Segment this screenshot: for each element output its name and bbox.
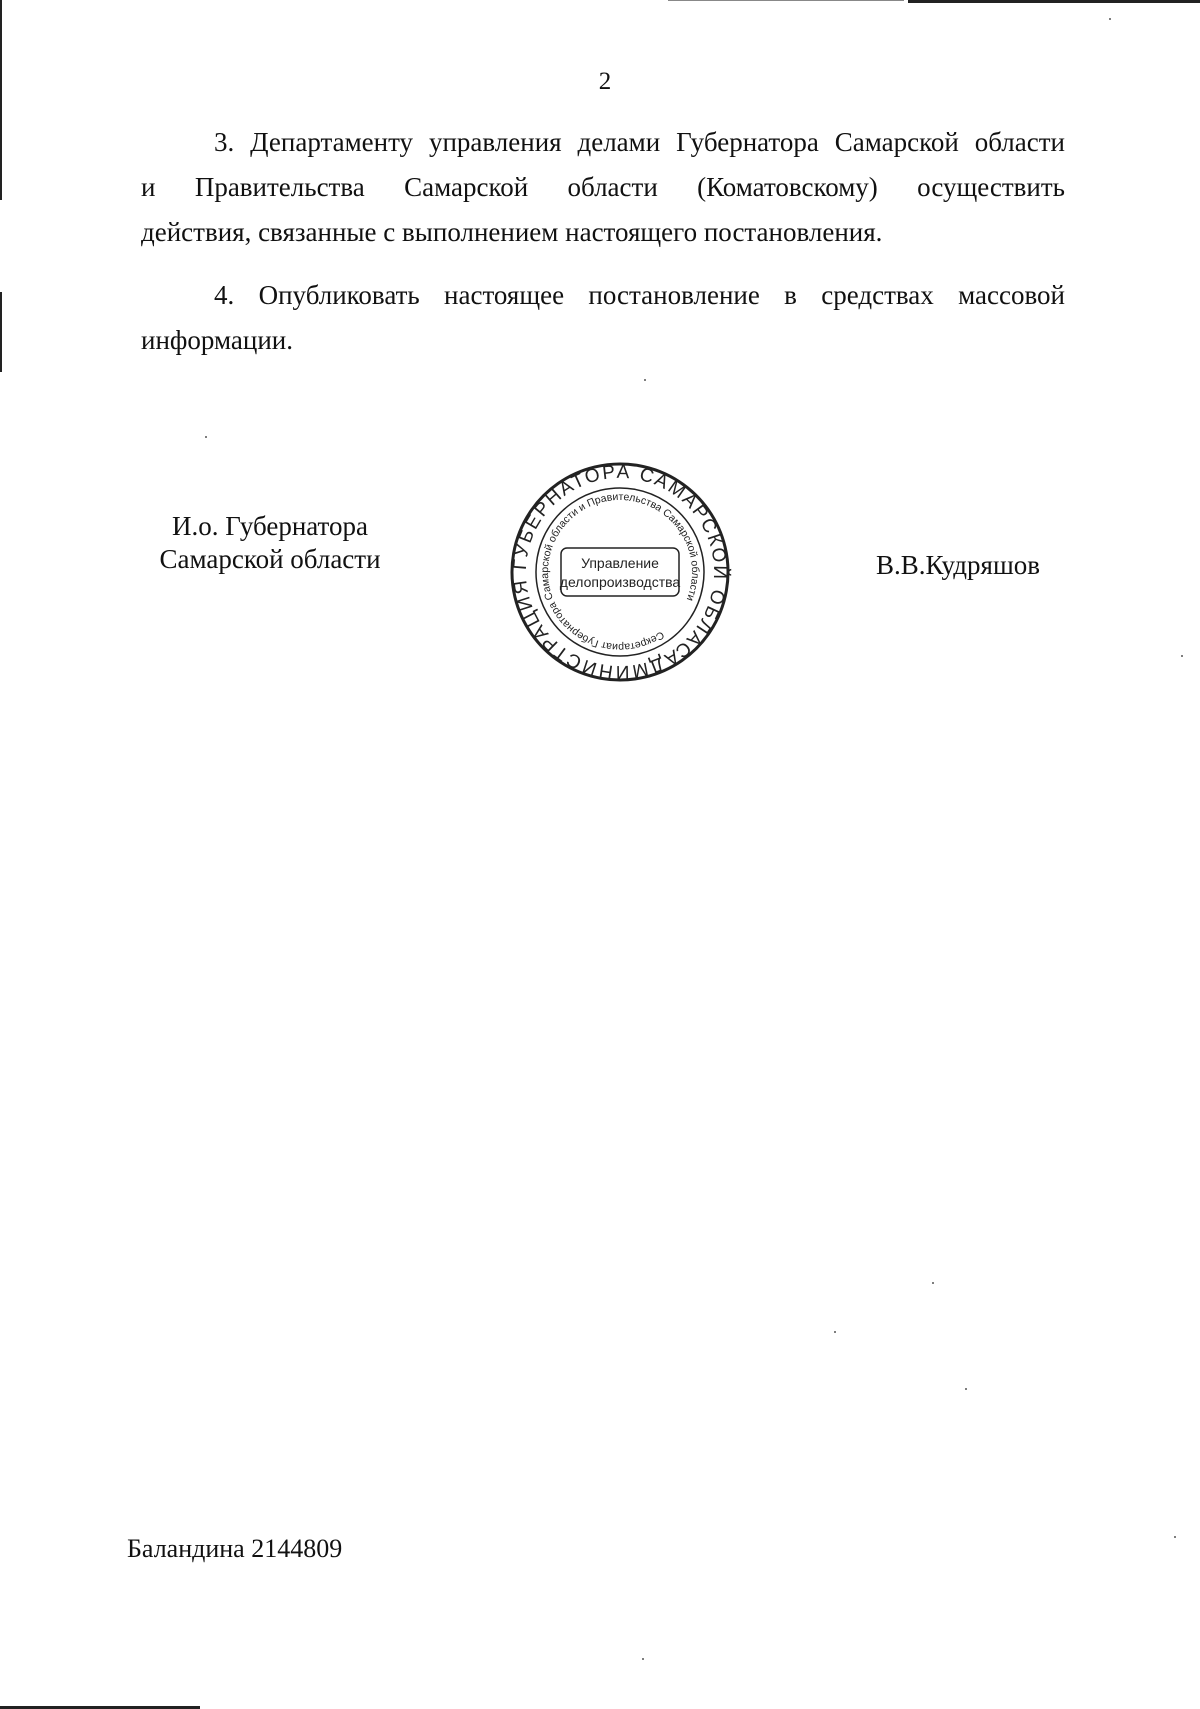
seal-center-line-2: делопроизводства xyxy=(559,574,681,590)
scan-speck xyxy=(834,1331,836,1333)
scan-speck xyxy=(1109,18,1111,20)
paragraph-3 xyxy=(141,120,1065,255)
scan-speck xyxy=(205,436,207,438)
official-seal xyxy=(508,460,732,684)
paragraph-3-line-1: 3. Департаменту управления делами Губернатора Самарской области xyxy=(214,127,1065,157)
scan-edge-left xyxy=(0,0,2,200)
paragraph-4-line-1: 4. Опубликовать настоящее постановление в средствах массовой xyxy=(214,280,1065,310)
scan-speck xyxy=(965,1388,967,1390)
signer-title xyxy=(140,510,400,576)
signer-name: В.В.Кудряшов xyxy=(876,550,1040,580)
seal-inner-text: Секретариат Губернатора Самарской области и Правительства Самарской области xyxy=(538,490,702,654)
paragraph-3-line-2: и Правительства Самарской области (Коматовскому) осуществить xyxy=(141,172,1065,202)
scan-edge-left-lower xyxy=(0,292,2,372)
paragraph-4-line-2: информации. xyxy=(141,325,293,355)
scan-speck xyxy=(642,1658,644,1660)
scan-speck xyxy=(644,379,646,381)
contact-footer: Баландина 2144809 xyxy=(127,1534,343,1563)
seal-center-line-1: Управление xyxy=(581,555,659,571)
scan-speck xyxy=(1174,1536,1176,1538)
signer-title-line-1: И.о. Губернатора xyxy=(171,511,368,541)
scan-speck xyxy=(932,1282,934,1284)
scan-edge-top xyxy=(908,0,1200,3)
page-number: 2 xyxy=(598,68,612,95)
paragraph-4 xyxy=(141,273,1065,363)
scan-speck xyxy=(1181,655,1183,657)
paragraph-3-line-3: действия, связанные с выполнением настоящего постановления. xyxy=(141,217,883,247)
signer-title-line-2: Самарской области xyxy=(159,544,381,574)
seal-outer-text: АДМИНИСТРАЦИЯ ГУБЕРНАТОРА САМАРСКОЙ ОБЛАСТИ xyxy=(509,461,731,683)
scan-edge-top-dashed xyxy=(668,0,904,1)
